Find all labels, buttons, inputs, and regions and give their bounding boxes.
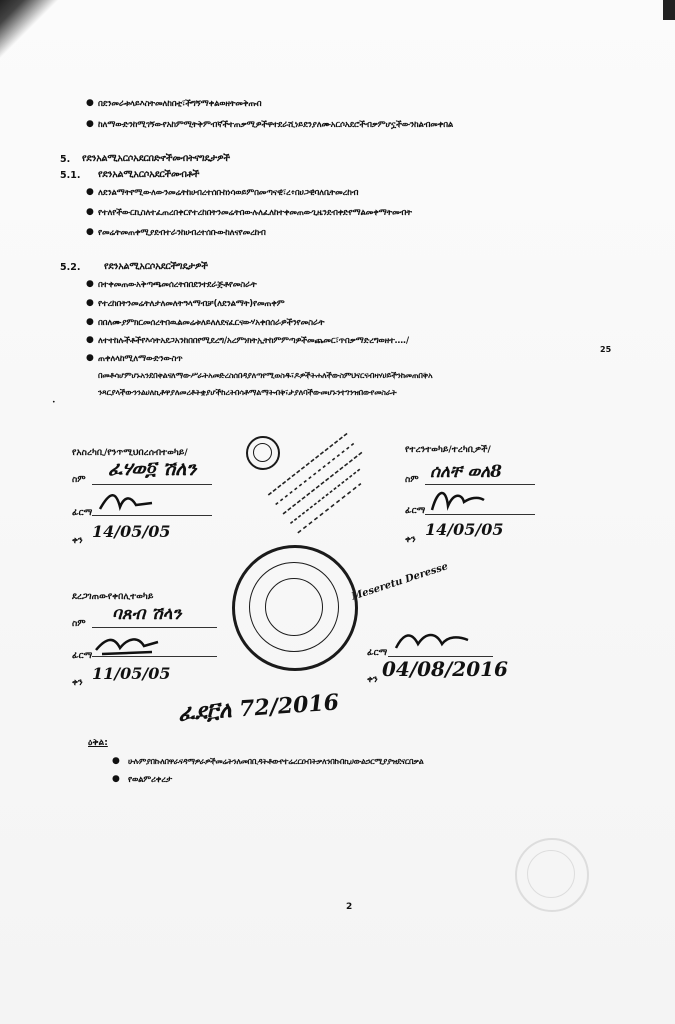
scan-corner-shadow <box>0 0 60 70</box>
bullet-icon: ● <box>112 756 120 766</box>
printed-name-stamp: Meseretu Deresse <box>350 561 450 603</box>
handwritten-signature <box>392 626 472 656</box>
bullet-icon: ● <box>86 353 94 363</box>
handwritten-name: ሰለቸ ወለ8 <box>430 462 502 482</box>
handwritten-date: 04/08/2016 <box>382 657 508 681</box>
section-5-2-item-5-line-3: ንጻርያላችውንንልሀለኪቶዋያለመረቶትቋያሆችከረትበሳቶማልማትብቅ፣ታያለባችውመሆኑንተገንዝበውየመስራት <box>98 388 397 397</box>
scan-corner-shadow-right <box>663 0 675 20</box>
name-label: ስም <box>72 619 86 629</box>
section-5-title: የደንአልሚአርሶአደርበድኖችመብትናግዴታዎች <box>82 153 230 164</box>
bullet-icon: ● <box>86 279 94 289</box>
section-5-2-item-1: በተቀመጠውአቅጣጫመሰረትበበደንተደራጅቶየመስራት <box>98 280 257 290</box>
signature-line <box>92 515 212 516</box>
faint-stamp <box>515 838 589 912</box>
signature-label: ፊርማ <box>72 508 93 518</box>
handover-representative-title: የአስረካቢ/የንጥሚህበረሰብተወካይ/ <box>72 448 188 458</box>
signature-line <box>92 484 212 485</box>
signature-line <box>92 656 217 657</box>
bullet-icon: ● <box>86 335 94 345</box>
notes-label: ዕቅል: <box>88 738 108 748</box>
section-5-2-title: የደንአልሚአርሶአደርችግዴታዎች <box>104 261 208 272</box>
section-5-2-item-2: የተረከበትንመሬትለታለመለትዓላማብቻ(ለደንልማት)የመጠቀም <box>98 299 285 309</box>
date-label: ቀን <box>72 536 83 546</box>
stamp-center-ring <box>265 578 323 636</box>
receiver-representative-title: የተረንተወካይ/ተረካቢዎች/ <box>405 445 491 455</box>
top-bullet-1: በደንመራቱላይእስትመለከበቲ፣ችግኝማቀልወዘትመቅጡበ <box>98 99 262 109</box>
section-5-1-item-1: ለደንልማትየሚውለውንመሬትከሀብረተሰቡከነሳወይምበመጣናዊ፣ረ፥በሀጋዊባለቤትመረከብ <box>98 188 359 198</box>
section-5-1-title: የደንአልሚአርሶአደርችመብቶች <box>98 169 200 180</box>
handwritten-signature <box>428 486 488 514</box>
section-5-2-number: 5.2. <box>60 262 81 273</box>
handwritten-name: ፈሃወ፬ ሽለን <box>108 458 197 480</box>
bullet-icon: ● <box>112 774 120 784</box>
section-5-1-item-3: የመሬትመጠቀሚያደብተራንከሀብረተሰቡውከለናየመረከብ <box>98 228 266 238</box>
kebele-representative-title: ደረጋገጠውየቀበሊተወካይ <box>72 592 154 602</box>
handwritten-signature <box>96 487 156 517</box>
section-5-number: 5. <box>60 154 71 165</box>
dot-mark: • <box>52 399 56 406</box>
bullet-icon: ● <box>86 187 94 197</box>
signature-label: ፊርማ <box>72 651 93 661</box>
bullet-icon: ● <box>86 98 94 108</box>
handwritten-name: ባጸብ ሽላን <box>112 604 182 624</box>
page-number: 2 <box>346 902 353 912</box>
signature-line <box>92 627 217 628</box>
notes-item-2: የወልምሪቀረታ <box>128 775 173 785</box>
bullet-icon: ● <box>86 119 94 129</box>
section-5-2-item-5-line-2: በመቶሳሆምሆኑአንደበቀልናለማውሥራትአመድረስሰበዳያለጣየሚወስዱ፣ዶዎችትሐለችውስምህናርናብዛሃሀይችንከመጠበቅአ <box>98 371 433 380</box>
bullet-icon: ● <box>86 207 94 217</box>
section-5-1-item-2: የተለየችውርኪስለተፈጠረበቀርየተረከበትንመሬትበውሉለፈለከተቀመጠውጊዜንደብቀድየማልመቀማትመብት <box>98 208 412 218</box>
date-label: ቀን <box>367 675 378 685</box>
bullet-icon: ● <box>86 227 94 237</box>
bullet-icon: ● <box>86 298 94 308</box>
handwritten-date: 14/05/05 <box>92 522 171 541</box>
handwritten-date: 14/05/05 <box>425 520 504 539</box>
section-5-2-item-5-line-1: ጠቀለላከሚለማውድንውስጥ <box>98 354 183 364</box>
signature-line <box>425 484 535 485</box>
section-5-2-item-3: በበለሙያምክርመሰረትበዉልመሬቱለይለለደናፈርናውሃአቀበሰራዎችንየመስራት <box>98 318 325 328</box>
top-bullet-2: ከለማውድንከሚገኝውየአከምሚትቅምብኛችተጠቃሚዎችዋተደራሺነይደንያለሙአርሶአደሮችብቃምሆኗችውንከልብመቀበል <box>98 120 454 130</box>
signature-line <box>425 514 535 515</box>
signature-label: ፊርማ <box>405 506 426 516</box>
official-round-stamp <box>232 545 358 671</box>
handwritten-signature <box>92 630 162 658</box>
name-label: ስም <box>405 475 419 485</box>
faint-stamp-inner <box>527 850 575 898</box>
date-label: ቀን <box>72 678 83 688</box>
section-5-2-item-4: ለተተከሉችቶችየእሳትአደጋአንከበበየሚደረግ/አረምነክትኢትከምምጣዎችመጨመር፣ጥበቃማድረግወዘተ…./ <box>98 336 409 346</box>
notes-item-1: ሁሉምያበኩለበዋራናዳማዎራዎችመሬትንለመበቢዳትቶውየተሬረርዑበትቃለንበኩበኪሀውልኃርሚያያዝደናርበቃል <box>128 757 424 766</box>
name-label: ስም <box>72 475 86 485</box>
handwritten-note: ፈደ፫ለ 72/2016 <box>177 689 340 727</box>
handwritten-date: 11/05/05 <box>92 664 171 683</box>
signature-label: ፊርማ <box>367 648 388 658</box>
bullet-icon: ● <box>86 317 94 327</box>
rotated-seal-text <box>260 420 380 540</box>
date-label: ቀን <box>405 535 416 545</box>
side-page-number: 25 <box>600 345 612 354</box>
section-5-1-number: 5.1. <box>60 170 81 181</box>
